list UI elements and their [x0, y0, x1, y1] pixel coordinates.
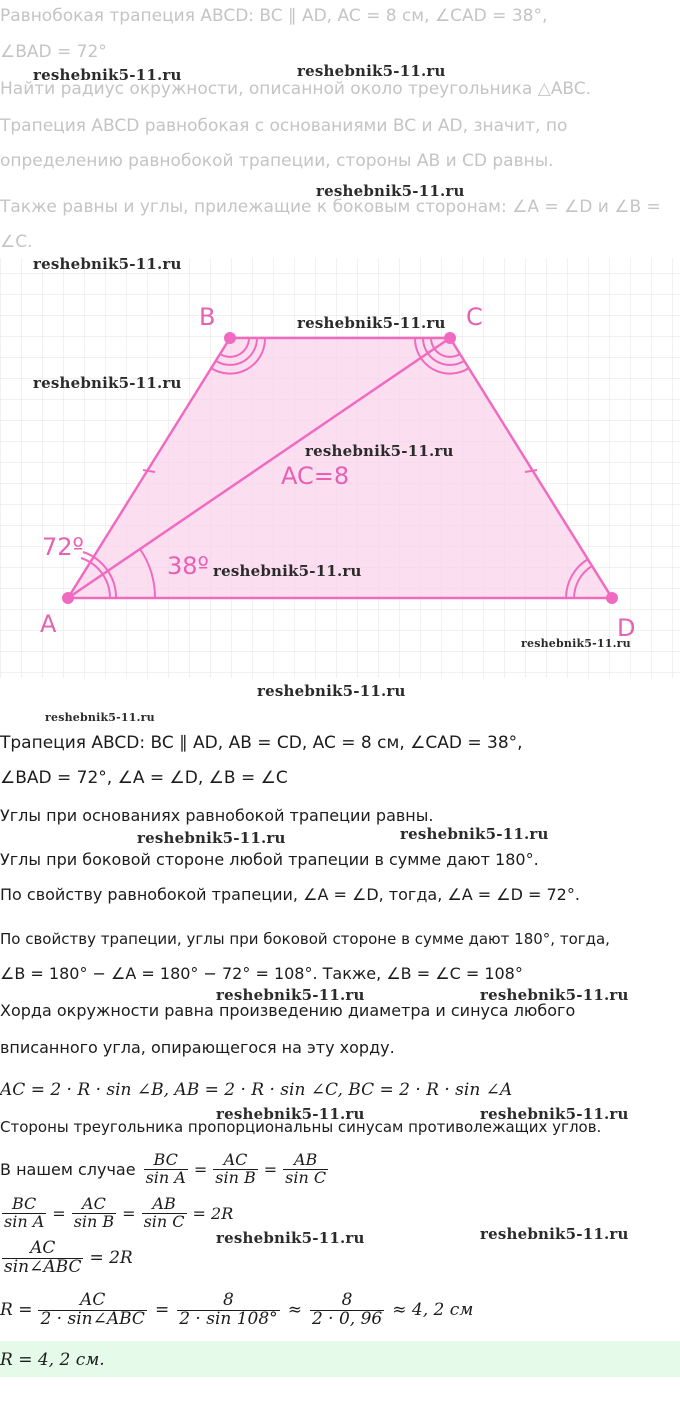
solution-p6: AC = 2 · R · sin ∠B, AB = 2 · R · sin ∠C, BC = 2 · R · sin ∠A [0, 1080, 513, 1100]
watermark: reshebnik5-11.ru [45, 711, 155, 724]
ac-length-label: AC=8 [281, 462, 350, 490]
frac-num-ac: AC [30, 1238, 56, 1258]
fraction-ac-2sinabc [38, 1292, 146, 1329]
frac-den-2sinabc: 2 · sin∠ABC [40, 1308, 145, 1329]
intro-line-1: Трапеция ABCD равнобокая с основаниями BC и AD, значит, по [0, 116, 568, 136]
problem-line-1: Равнобокая трапеция ABCD: BC ∥ AD, AC = 8 см, ∠CAD = 38°, [0, 6, 548, 26]
solution-p2: Углы при боковой стороне любой трапеции в сумме дают 180°. [0, 850, 539, 869]
equals-2r: = 2R [192, 1203, 234, 1223]
proportion-line [0, 1152, 330, 1187]
vertex-a [62, 592, 74, 604]
eq-sign: = [193, 1159, 208, 1179]
vertex-c [444, 332, 456, 344]
frac-den-sinabc: sin∠ABC [4, 1256, 82, 1277]
frac-den-sinb: sin B [215, 1167, 256, 1187]
solution-p4b: ∠B = 180° − ∠A = 180° − 72° = 108°. Также, ∠B = ∠C = 108° [0, 964, 523, 983]
frac-den-2sin108: 2 · sin 108° [179, 1308, 278, 1329]
proportion-prefix: В нашем случае [0, 1159, 136, 1179]
radius-calc-line [0, 1292, 473, 1329]
frac-den-sina: sin A [145, 1167, 186, 1187]
fraction-bc-sina [2, 1196, 46, 1231]
answer-text: R = 4, 2 см. [0, 1350, 105, 1370]
equals-2r: = 2R [89, 1248, 133, 1269]
frac-num-ac: AC [223, 1150, 248, 1169]
frac-num-bc: BC [11, 1194, 37, 1213]
fraction-bc-sina [144, 1152, 188, 1187]
fraction-ac-sinb [72, 1196, 116, 1231]
r-value: ≈ 4, 2 см [392, 1300, 474, 1321]
vertex-b [224, 332, 236, 344]
watermark: reshebnik5-11.ru [33, 66, 182, 84]
watermark: reshebnik5-11.ru [480, 1225, 629, 1243]
watermark: reshebnik5-11.ru [316, 182, 465, 200]
watermark: reshebnik5-11.ru [137, 829, 286, 847]
frac-den-sinb: sin B [73, 1211, 115, 1231]
problem-line-3: Найти радиус окружности, описанной около треугольника △ABC. [0, 79, 592, 99]
eq-sign: = [154, 1300, 170, 1321]
watermark: reshebnik5-11.ru [480, 986, 629, 1004]
intro-line-3: Также равны и углы, прилежащие к боковым сторонам: ∠A = ∠D и ∠B = [0, 197, 661, 217]
solution-p1: Углы при основаниях равнобокой трапеции равны. [0, 806, 434, 825]
angle-label-38: 38º [167, 552, 209, 580]
watermark: reshebnik5-11.ru [216, 986, 365, 1004]
fraction-ab-sinc [142, 1196, 187, 1231]
watermark: reshebnik5-11.ru [521, 637, 631, 650]
frac-den-sina: sin A [4, 1211, 45, 1231]
eq-sign: = [263, 1159, 278, 1179]
watermark: reshebnik5-11.ru [216, 1229, 365, 1247]
solution-p3: По свойству равнобокой трапеции, ∠A = ∠D, тогда, ∠A = ∠D = 72°. [0, 885, 580, 904]
label-b: B [199, 303, 216, 331]
watermark: reshebnik5-11.ru [480, 1105, 629, 1123]
watermark: reshebnik5-11.ru [400, 825, 549, 843]
watermark: reshebnik5-11.ru [297, 62, 446, 80]
frac-num-8: 8 [223, 1290, 234, 1310]
watermark: reshebnik5-11.ru [305, 442, 454, 460]
solution-p5b: вписанного угла, опирающегося на эту хорду. [0, 1038, 395, 1057]
label-a: A [40, 610, 57, 638]
eq-sign: = [52, 1203, 66, 1223]
fraction-ac-sinb [213, 1152, 257, 1187]
frac-den-2x096: 2 · 0, 96 [311, 1308, 383, 1329]
angle-label-72: 72º [42, 533, 84, 561]
intro-line-2: определению равнобокой трапеции, стороны AB и CD равны. [0, 151, 554, 171]
law-of-sines-line [0, 1196, 233, 1231]
frac-num-bc: BC [153, 1150, 178, 1169]
fraction-ab-sinc [283, 1152, 328, 1187]
label-c: C [466, 303, 483, 331]
solution-p4a: По свойству трапеции, углы при боковой стороне в сумме дают 180°, тогда, [0, 930, 610, 948]
frac-num-ab: AB [293, 1150, 318, 1169]
fraction-8-2x096 [310, 1292, 384, 1329]
solution-p5a: Хорда окружности равна произведению диаметра и синуса любого [0, 1001, 576, 1020]
given-line-1: Трапеция ABCD: BC ∥ AD, AB = CD, AC = 8 см, ∠CAD = 38°, [0, 733, 523, 753]
fraction-8-2sin108 [177, 1292, 280, 1329]
frac-den-sinc: sin C [285, 1167, 327, 1187]
frac-num-8: 8 [341, 1290, 353, 1310]
r-equals: R = [0, 1300, 33, 1321]
watermark: reshebnik5-11.ru [257, 682, 406, 700]
given-line-2: ∠BAD = 72°, ∠A = ∠D, ∠B = ∠C [0, 768, 288, 788]
approx-sign: ≈ [287, 1300, 302, 1321]
intro-line-4: ∠C. [0, 232, 33, 252]
frac-num-ac: AC [80, 1290, 106, 1310]
watermark: reshebnik5-11.ru [33, 374, 182, 392]
frac-den-sinc: sin C [143, 1211, 185, 1231]
vertex-d [606, 592, 618, 604]
watermark: reshebnik5-11.ru [33, 255, 182, 273]
watermark: reshebnik5-11.ru [297, 314, 446, 332]
label-d: D [617, 614, 636, 642]
problem-line-2: ∠BAD = 72° [0, 42, 107, 62]
watermark: reshebnik5-11.ru [216, 1105, 365, 1123]
eq-sign: = [122, 1203, 136, 1223]
ac-sin-abc-line [0, 1240, 133, 1277]
solution-p7: Стороны треугольника пропорциональны синусам противолежащих углов. [0, 1118, 602, 1136]
watermark: reshebnik5-11.ru [213, 562, 362, 580]
frac-num-ab: AB [152, 1194, 176, 1213]
frac-num-ac: AC [82, 1194, 106, 1213]
fraction-ac-sinabc [2, 1240, 83, 1277]
